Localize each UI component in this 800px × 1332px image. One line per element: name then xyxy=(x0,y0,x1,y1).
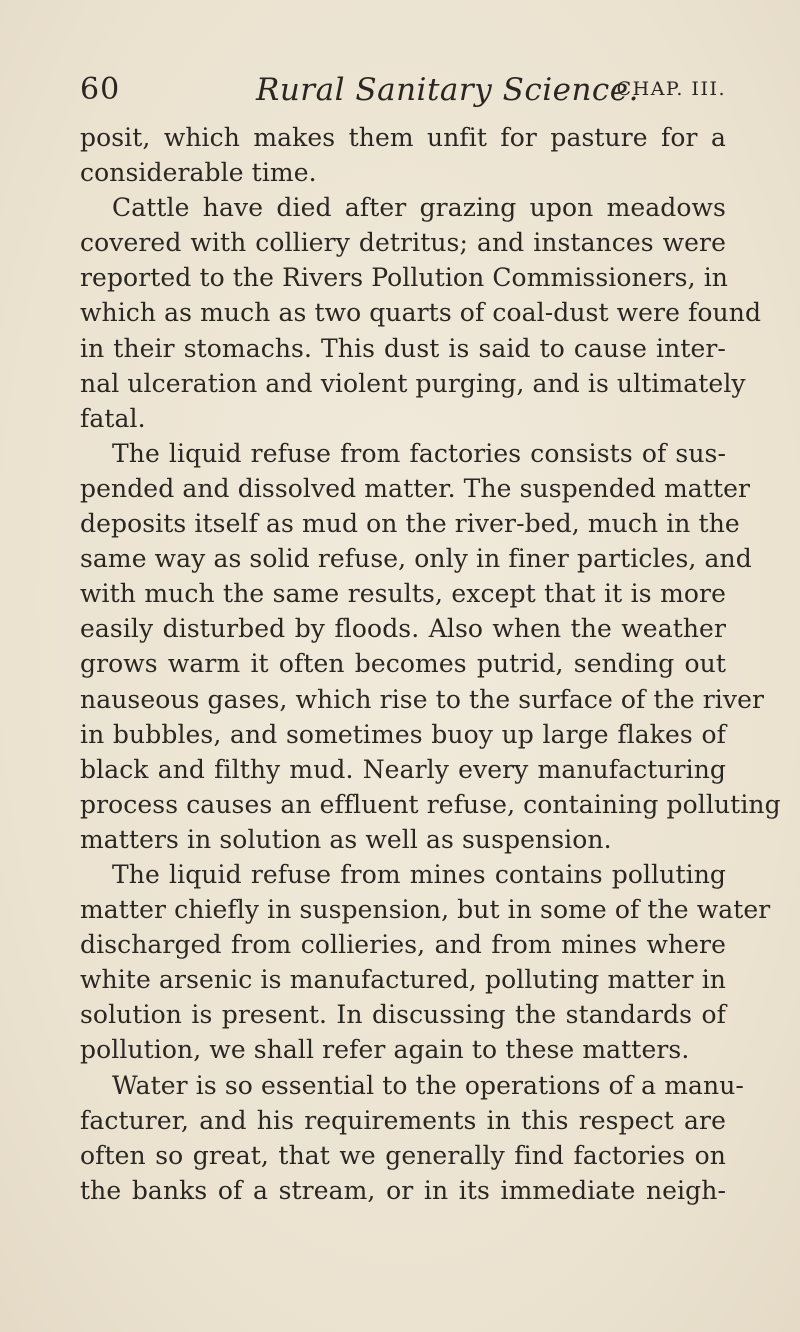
paragraph-start-line: The liquid refuse from mines contains polluting xyxy=(112,859,726,889)
text-line: reported to the Rivers Pollution Commissioners, in xyxy=(80,263,728,293)
body-text xyxy=(80,120,781,1208)
text-line: matters in solution as well as suspension. xyxy=(80,824,612,854)
page-number: 60 xyxy=(80,72,121,107)
text-line: pollution, we shall refer again to these matters. xyxy=(80,1035,690,1065)
text-line: in their stomachs. This dust is said to cause inter- xyxy=(80,333,726,363)
paragraph-start-line: The liquid refuse from factories consists of sus- xyxy=(112,438,726,468)
text-line: black and filthy mud. Nearly every manufacturing xyxy=(80,754,726,784)
text-line: posit, which makes them unfit for pasture for a xyxy=(80,123,726,152)
text-line: matter chiefly in suspension, but in some of the water xyxy=(80,895,771,925)
text-line: deposits itself as mud on the river-bed, much in the xyxy=(80,509,740,539)
text-line: considerable time. xyxy=(80,158,317,188)
text-line: which as much as two quarts of coal-dust were found xyxy=(80,298,762,328)
text-line: in bubbles, and sometimes buoy up large flakes of xyxy=(80,719,726,749)
text-line: fatal. xyxy=(80,403,146,433)
chapter-label: CHAP. III. xyxy=(616,78,726,100)
text-line: white arsenic is manufactured, polluting matter in xyxy=(80,965,726,995)
text-line: facturer, and his requirements in this respect are xyxy=(80,1105,726,1135)
text-line: same way as solid refuse, only in finer particles, and xyxy=(80,544,752,574)
text-line: with much the same results, except that it is more xyxy=(80,579,726,609)
text-line: solution is present. In discussing the standards of xyxy=(80,1000,726,1030)
text-line: process causes an effluent refuse, containing polluting xyxy=(80,789,781,819)
text-line: pended and dissolved matter. The suspended matter xyxy=(80,473,751,503)
text-line: nal ulceration and violent purging, and is ultimately xyxy=(80,368,746,398)
running-header xyxy=(80,72,726,116)
text-line: easily disturbed by floods. Also when the weather xyxy=(80,614,726,644)
paragraph-start-line: Water is so essential to the operations of a manu- xyxy=(112,1070,744,1100)
text-line: discharged from collieries, and from mines where xyxy=(80,930,726,960)
running-title: Rural Sanitary Science. xyxy=(256,72,639,108)
paragraph-start-line: Cattle have died after grazing upon meadows xyxy=(112,193,726,223)
text-line: grows warm it often becomes putrid, sending out xyxy=(80,649,726,679)
text-line: covered with colliery detritus; and instances were xyxy=(80,228,726,258)
text-line: often so great, that we generally find factories on xyxy=(80,1140,726,1170)
text-line: the banks of a stream, or in its immediate neigh- xyxy=(80,1175,726,1205)
text-line: nauseous gases, which rise to the surface of the river xyxy=(80,684,765,714)
